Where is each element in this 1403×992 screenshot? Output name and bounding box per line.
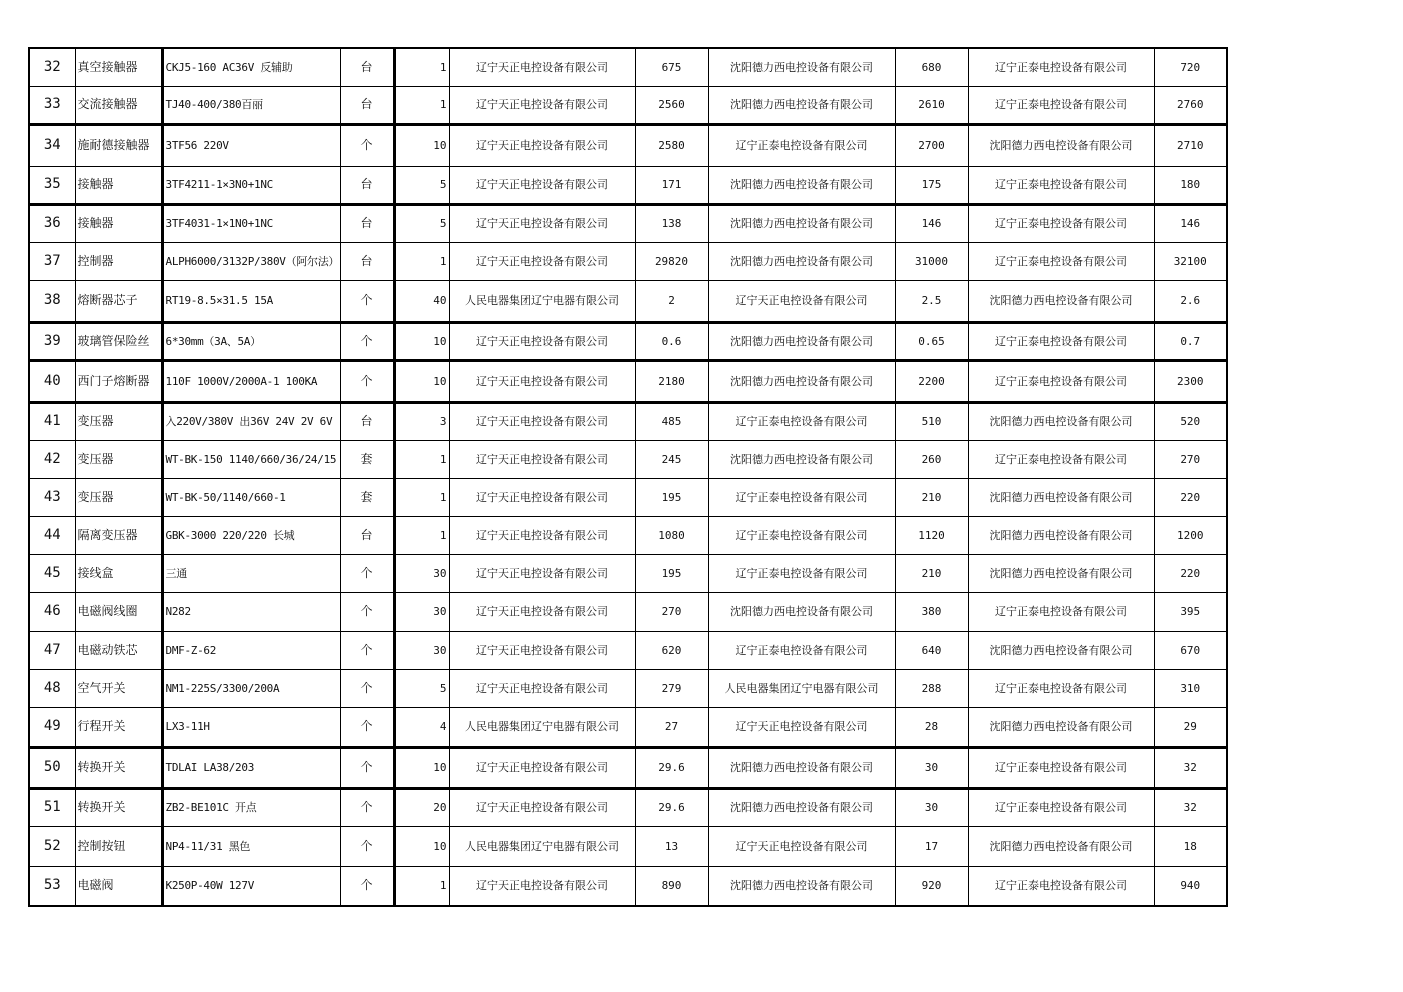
item-unit: 个 — [340, 826, 394, 866]
price-2: 17 — [895, 826, 968, 866]
item-spec: NM1-225S/3300/200A — [162, 669, 340, 707]
item-spec: RT19-8.5×31.5 15A — [162, 280, 340, 322]
item-name: 熔断器芯子 — [75, 280, 162, 322]
item-spec: ZB2-BE101C 开点 — [162, 788, 340, 826]
table-row — [29, 478, 1227, 516]
item-unit: 台 — [340, 166, 394, 204]
item-unit: 台 — [340, 204, 394, 242]
item-unit: 台 — [340, 86, 394, 124]
table-row — [29, 554, 1227, 592]
supplier-2: 沈阳德力西电控设备有限公司 — [708, 48, 895, 86]
supplier-3: 辽宁正泰电控设备有限公司 — [968, 242, 1154, 280]
price-1: 279 — [635, 669, 708, 707]
price-1: 2180 — [635, 360, 708, 402]
item-name: 电磁阀线圈 — [75, 592, 162, 631]
item-unit: 台 — [340, 402, 394, 440]
row-number: 33 — [29, 86, 75, 124]
price-3: 1200 — [1154, 516, 1227, 554]
price-1: 1080 — [635, 516, 708, 554]
supplier-1: 辽宁天正电控设备有限公司 — [449, 86, 635, 124]
item-unit: 个 — [340, 280, 394, 322]
price-2: 2200 — [895, 360, 968, 402]
price-3: 270 — [1154, 440, 1227, 478]
price-1: 171 — [635, 166, 708, 204]
row-number: 43 — [29, 478, 75, 516]
item-name: 转换开关 — [75, 747, 162, 788]
supplier-1: 辽宁天正电控设备有限公司 — [449, 631, 635, 669]
item-unit: 个 — [340, 747, 394, 788]
price-3: 32 — [1154, 747, 1227, 788]
table-row — [29, 440, 1227, 478]
supplier-2: 辽宁正泰电控设备有限公司 — [708, 402, 895, 440]
table-row — [29, 516, 1227, 554]
price-2: 260 — [895, 440, 968, 478]
supplier-2: 辽宁正泰电控设备有限公司 — [708, 631, 895, 669]
supplier-3: 沈阳德力西电控设备有限公司 — [968, 631, 1154, 669]
supplier-2: 辽宁正泰电控设备有限公司 — [708, 554, 895, 592]
item-spec: NP4-11/31 黑色 — [162, 826, 340, 866]
price-1: 2 — [635, 280, 708, 322]
table-row — [29, 788, 1227, 826]
table-row — [29, 631, 1227, 669]
price-1: 2560 — [635, 86, 708, 124]
supplier-3: 沈阳德力西电控设备有限公司 — [968, 554, 1154, 592]
supplier-1: 人民电器集团辽宁电器有限公司 — [449, 280, 635, 322]
item-unit: 个 — [340, 669, 394, 707]
price-1: 270 — [635, 592, 708, 631]
price-1: 29820 — [635, 242, 708, 280]
supplier-1: 辽宁天正电控设备有限公司 — [449, 124, 635, 166]
price-2: 288 — [895, 669, 968, 707]
supplier-2: 辽宁正泰电控设备有限公司 — [708, 478, 895, 516]
item-name: 西门子熔断器 — [75, 360, 162, 402]
item-name: 空气开关 — [75, 669, 162, 707]
supplier-1: 辽宁天正电控设备有限公司 — [449, 516, 635, 554]
item-unit: 个 — [340, 707, 394, 747]
item-quantity: 1 — [394, 478, 449, 516]
item-name: 行程开关 — [75, 707, 162, 747]
item-quantity: 10 — [394, 747, 449, 788]
price-1: 0.6 — [635, 322, 708, 360]
row-number: 34 — [29, 124, 75, 166]
supplier-3: 辽宁正泰电控设备有限公司 — [968, 204, 1154, 242]
supplier-1: 辽宁天正电控设备有限公司 — [449, 322, 635, 360]
supplier-1: 辽宁天正电控设备有限公司 — [449, 402, 635, 440]
price-3: 940 — [1154, 866, 1227, 906]
price-3: 29 — [1154, 707, 1227, 747]
item-name: 接线盒 — [75, 554, 162, 592]
row-number: 52 — [29, 826, 75, 866]
item-quantity: 10 — [394, 322, 449, 360]
item-quantity: 30 — [394, 592, 449, 631]
item-quantity: 5 — [394, 204, 449, 242]
item-name: 控制器 — [75, 242, 162, 280]
supplier-2: 沈阳德力西电控设备有限公司 — [708, 166, 895, 204]
table-row — [29, 204, 1227, 242]
supplier-3: 辽宁正泰电控设备有限公司 — [968, 322, 1154, 360]
item-quantity: 1 — [394, 516, 449, 554]
price-3: 18 — [1154, 826, 1227, 866]
price-3: 32100 — [1154, 242, 1227, 280]
item-quantity: 10 — [394, 360, 449, 402]
supplier-1: 人民电器集团辽宁电器有限公司 — [449, 826, 635, 866]
price-2: 210 — [895, 478, 968, 516]
supplier-1: 辽宁天正电控设备有限公司 — [449, 204, 635, 242]
price-2: 28 — [895, 707, 968, 747]
item-quantity: 1 — [394, 48, 449, 86]
item-spec: TJ40-400/380百丽 — [162, 86, 340, 124]
supplier-1: 辽宁天正电控设备有限公司 — [449, 592, 635, 631]
price-2: 31000 — [895, 242, 968, 280]
supplier-1: 辽宁天正电控设备有限公司 — [449, 360, 635, 402]
price-2: 146 — [895, 204, 968, 242]
item-spec: CKJ5-160 AC36V 反辅助 — [162, 48, 340, 86]
price-3: 2.6 — [1154, 280, 1227, 322]
supplier-1: 辽宁天正电控设备有限公司 — [449, 242, 635, 280]
table-row — [29, 48, 1227, 86]
item-name: 玻璃管保险丝 — [75, 322, 162, 360]
item-spec: 三通 — [162, 554, 340, 592]
item-name: 接触器 — [75, 166, 162, 204]
price-2: 510 — [895, 402, 968, 440]
row-number: 51 — [29, 788, 75, 826]
table-row — [29, 124, 1227, 166]
item-name: 接触器 — [75, 204, 162, 242]
price-3: 670 — [1154, 631, 1227, 669]
item-spec: TDLAI LA38/203 — [162, 747, 340, 788]
price-2: 680 — [895, 48, 968, 86]
item-quantity: 10 — [394, 826, 449, 866]
item-quantity: 5 — [394, 166, 449, 204]
table-row — [29, 707, 1227, 747]
item-unit: 个 — [340, 866, 394, 906]
supplier-3: 沈阳德力西电控设备有限公司 — [968, 478, 1154, 516]
price-1: 675 — [635, 48, 708, 86]
price-3: 310 — [1154, 669, 1227, 707]
supplier-3: 辽宁正泰电控设备有限公司 — [968, 48, 1154, 86]
supplier-2: 沈阳德力西电控设备有限公司 — [708, 360, 895, 402]
supplier-1: 辽宁天正电控设备有限公司 — [449, 747, 635, 788]
item-unit: 台 — [340, 516, 394, 554]
supplier-3: 辽宁正泰电控设备有限公司 — [968, 788, 1154, 826]
table-row — [29, 322, 1227, 360]
price-3: 395 — [1154, 592, 1227, 631]
supplier-2: 沈阳德力西电控设备有限公司 — [708, 440, 895, 478]
item-quantity: 1 — [394, 86, 449, 124]
row-number: 42 — [29, 440, 75, 478]
price-3: 220 — [1154, 478, 1227, 516]
price-1: 195 — [635, 554, 708, 592]
supplier-2: 沈阳德力西电控设备有限公司 — [708, 242, 895, 280]
supplier-2: 沈阳德力西电控设备有限公司 — [708, 86, 895, 124]
item-unit: 台 — [340, 48, 394, 86]
price-3: 32 — [1154, 788, 1227, 826]
item-spec: DMF-Z-62 — [162, 631, 340, 669]
price-3: 220 — [1154, 554, 1227, 592]
row-number: 35 — [29, 166, 75, 204]
price-2: 30 — [895, 788, 968, 826]
supplier-1: 辽宁天正电控设备有限公司 — [449, 554, 635, 592]
supplier-2: 辽宁正泰电控设备有限公司 — [708, 516, 895, 554]
item-quantity: 5 — [394, 669, 449, 707]
price-3: 2760 — [1154, 86, 1227, 124]
price-2: 2.5 — [895, 280, 968, 322]
price-3: 520 — [1154, 402, 1227, 440]
price-2: 210 — [895, 554, 968, 592]
price-1: 13 — [635, 826, 708, 866]
supplier-2: 沈阳德力西电控设备有限公司 — [708, 866, 895, 906]
supplier-3: 辽宁正泰电控设备有限公司 — [968, 440, 1154, 478]
item-quantity: 1 — [394, 866, 449, 906]
item-unit: 个 — [340, 554, 394, 592]
item-name: 交流接触器 — [75, 86, 162, 124]
item-name: 转换开关 — [75, 788, 162, 826]
row-number: 48 — [29, 669, 75, 707]
item-unit: 套 — [340, 478, 394, 516]
table-row — [29, 280, 1227, 322]
row-number: 53 — [29, 866, 75, 906]
item-spec: 6*30mm（3A、5A） — [162, 322, 340, 360]
supplier-1: 辽宁天正电控设备有限公司 — [449, 166, 635, 204]
table-row — [29, 669, 1227, 707]
supplier-3: 沈阳德力西电控设备有限公司 — [968, 826, 1154, 866]
price-2: 30 — [895, 747, 968, 788]
supplier-2: 辽宁天正电控设备有限公司 — [708, 280, 895, 322]
row-number: 41 — [29, 402, 75, 440]
supplier-3: 辽宁正泰电控设备有限公司 — [968, 86, 1154, 124]
supplier-2: 辽宁正泰电控设备有限公司 — [708, 124, 895, 166]
table-row — [29, 166, 1227, 204]
row-number: 49 — [29, 707, 75, 747]
item-name: 隔离变压器 — [75, 516, 162, 554]
table-row — [29, 826, 1227, 866]
price-2: 0.65 — [895, 322, 968, 360]
item-name: 变压器 — [75, 440, 162, 478]
supplier-2: 沈阳德力西电控设备有限公司 — [708, 204, 895, 242]
supplier-1: 辽宁天正电控设备有限公司 — [449, 440, 635, 478]
table-row — [29, 402, 1227, 440]
item-quantity: 3 — [394, 402, 449, 440]
item-spec: 3TF56 220V — [162, 124, 340, 166]
supplier-2: 沈阳德力西电控设备有限公司 — [708, 322, 895, 360]
item-spec: N282 — [162, 592, 340, 631]
item-name: 电磁阀 — [75, 866, 162, 906]
item-name: 施耐德接触器 — [75, 124, 162, 166]
row-number: 45 — [29, 554, 75, 592]
price-2: 175 — [895, 166, 968, 204]
price-2: 640 — [895, 631, 968, 669]
table-row — [29, 592, 1227, 631]
item-quantity: 30 — [394, 554, 449, 592]
table-row — [29, 866, 1227, 906]
price-comparison-table — [28, 47, 1228, 907]
item-unit: 个 — [340, 124, 394, 166]
item-name: 控制按钮 — [75, 826, 162, 866]
item-unit: 个 — [340, 322, 394, 360]
row-number: 38 — [29, 280, 75, 322]
row-number: 32 — [29, 48, 75, 86]
supplier-3: 沈阳德力西电控设备有限公司 — [968, 516, 1154, 554]
item-name: 真空接触器 — [75, 48, 162, 86]
supplier-3: 沈阳德力西电控设备有限公司 — [968, 707, 1154, 747]
item-quantity: 4 — [394, 707, 449, 747]
supplier-3: 辽宁正泰电控设备有限公司 — [968, 360, 1154, 402]
item-spec: LX3-11H — [162, 707, 340, 747]
row-number: 39 — [29, 322, 75, 360]
item-quantity: 1 — [394, 242, 449, 280]
price-3: 0.7 — [1154, 322, 1227, 360]
row-number: 50 — [29, 747, 75, 788]
price-1: 29.6 — [635, 747, 708, 788]
item-spec: WT-BK-50/1140/660-1 — [162, 478, 340, 516]
row-number: 40 — [29, 360, 75, 402]
price-1: 27 — [635, 707, 708, 747]
item-unit: 个 — [340, 360, 394, 402]
item-quantity: 1 — [394, 440, 449, 478]
item-spec: K250P-40W 127V — [162, 866, 340, 906]
price-1: 29.6 — [635, 788, 708, 826]
item-quantity: 20 — [394, 788, 449, 826]
row-number: 36 — [29, 204, 75, 242]
supplier-2: 沈阳德力西电控设备有限公司 — [708, 592, 895, 631]
supplier-1: 辽宁天正电控设备有限公司 — [449, 866, 635, 906]
supplier-2: 沈阳德力西电控设备有限公司 — [708, 747, 895, 788]
price-1: 2580 — [635, 124, 708, 166]
price-1: 485 — [635, 402, 708, 440]
supplier-2: 人民电器集团辽宁电器有限公司 — [708, 669, 895, 707]
supplier-1: 人民电器集团辽宁电器有限公司 — [449, 707, 635, 747]
price-3: 2710 — [1154, 124, 1227, 166]
item-name: 电磁动铁芯 — [75, 631, 162, 669]
item-spec: 入220V/380V 出36V 24V 2V 6V — [162, 402, 340, 440]
supplier-1: 辽宁天正电控设备有限公司 — [449, 669, 635, 707]
table-row — [29, 360, 1227, 402]
price-1: 195 — [635, 478, 708, 516]
item-spec: 3TF4031-1×1N0+1NC — [162, 204, 340, 242]
table-row — [29, 242, 1227, 280]
price-2: 920 — [895, 866, 968, 906]
supplier-1: 辽宁天正电控设备有限公司 — [449, 478, 635, 516]
supplier-1: 辽宁天正电控设备有限公司 — [449, 48, 635, 86]
price-2: 2700 — [895, 124, 968, 166]
supplier-3: 沈阳德力西电控设备有限公司 — [968, 402, 1154, 440]
item-name: 变压器 — [75, 402, 162, 440]
item-spec: 3TF4211-1×3N0+1NC — [162, 166, 340, 204]
supplier-3: 辽宁正泰电控设备有限公司 — [968, 166, 1154, 204]
supplier-1: 辽宁天正电控设备有限公司 — [449, 788, 635, 826]
price-2: 1120 — [895, 516, 968, 554]
item-spec: 110F 1000V/2000A-1 100KA — [162, 360, 340, 402]
price-2: 380 — [895, 592, 968, 631]
price-1: 620 — [635, 631, 708, 669]
row-number: 44 — [29, 516, 75, 554]
item-unit: 套 — [340, 440, 394, 478]
row-number: 47 — [29, 631, 75, 669]
supplier-3: 沈阳德力西电控设备有限公司 — [968, 124, 1154, 166]
item-name: 变压器 — [75, 478, 162, 516]
supplier-3: 辽宁正泰电控设备有限公司 — [968, 669, 1154, 707]
price-1: 138 — [635, 204, 708, 242]
price-3: 180 — [1154, 166, 1227, 204]
row-number: 37 — [29, 242, 75, 280]
item-unit: 台 — [340, 242, 394, 280]
item-spec: GBK-3000 220/220 长城 — [162, 516, 340, 554]
price-1: 245 — [635, 440, 708, 478]
row-number: 46 — [29, 592, 75, 631]
table-row — [29, 86, 1227, 124]
supplier-3: 辽宁正泰电控设备有限公司 — [968, 592, 1154, 631]
supplier-2: 辽宁天正电控设备有限公司 — [708, 707, 895, 747]
item-unit: 个 — [340, 592, 394, 631]
item-quantity: 10 — [394, 124, 449, 166]
item-spec: ALPH6000/3132P/380V（阿尔法） — [162, 242, 340, 280]
price-3: 2300 — [1154, 360, 1227, 402]
price-3: 146 — [1154, 204, 1227, 242]
supplier-2: 辽宁天正电控设备有限公司 — [708, 826, 895, 866]
item-quantity: 30 — [394, 631, 449, 669]
table-row — [29, 747, 1227, 788]
item-unit: 个 — [340, 788, 394, 826]
price-2: 2610 — [895, 86, 968, 124]
item-unit: 个 — [340, 631, 394, 669]
item-spec: WT-BK-150 1140/660/36/24/15 — [162, 440, 340, 478]
supplier-2: 沈阳德力西电控设备有限公司 — [708, 788, 895, 826]
price-1: 890 — [635, 866, 708, 906]
supplier-3: 辽宁正泰电控设备有限公司 — [968, 866, 1154, 906]
supplier-3: 辽宁正泰电控设备有限公司 — [968, 747, 1154, 788]
item-quantity: 40 — [394, 280, 449, 322]
price-3: 720 — [1154, 48, 1227, 86]
supplier-3: 沈阳德力西电控设备有限公司 — [968, 280, 1154, 322]
